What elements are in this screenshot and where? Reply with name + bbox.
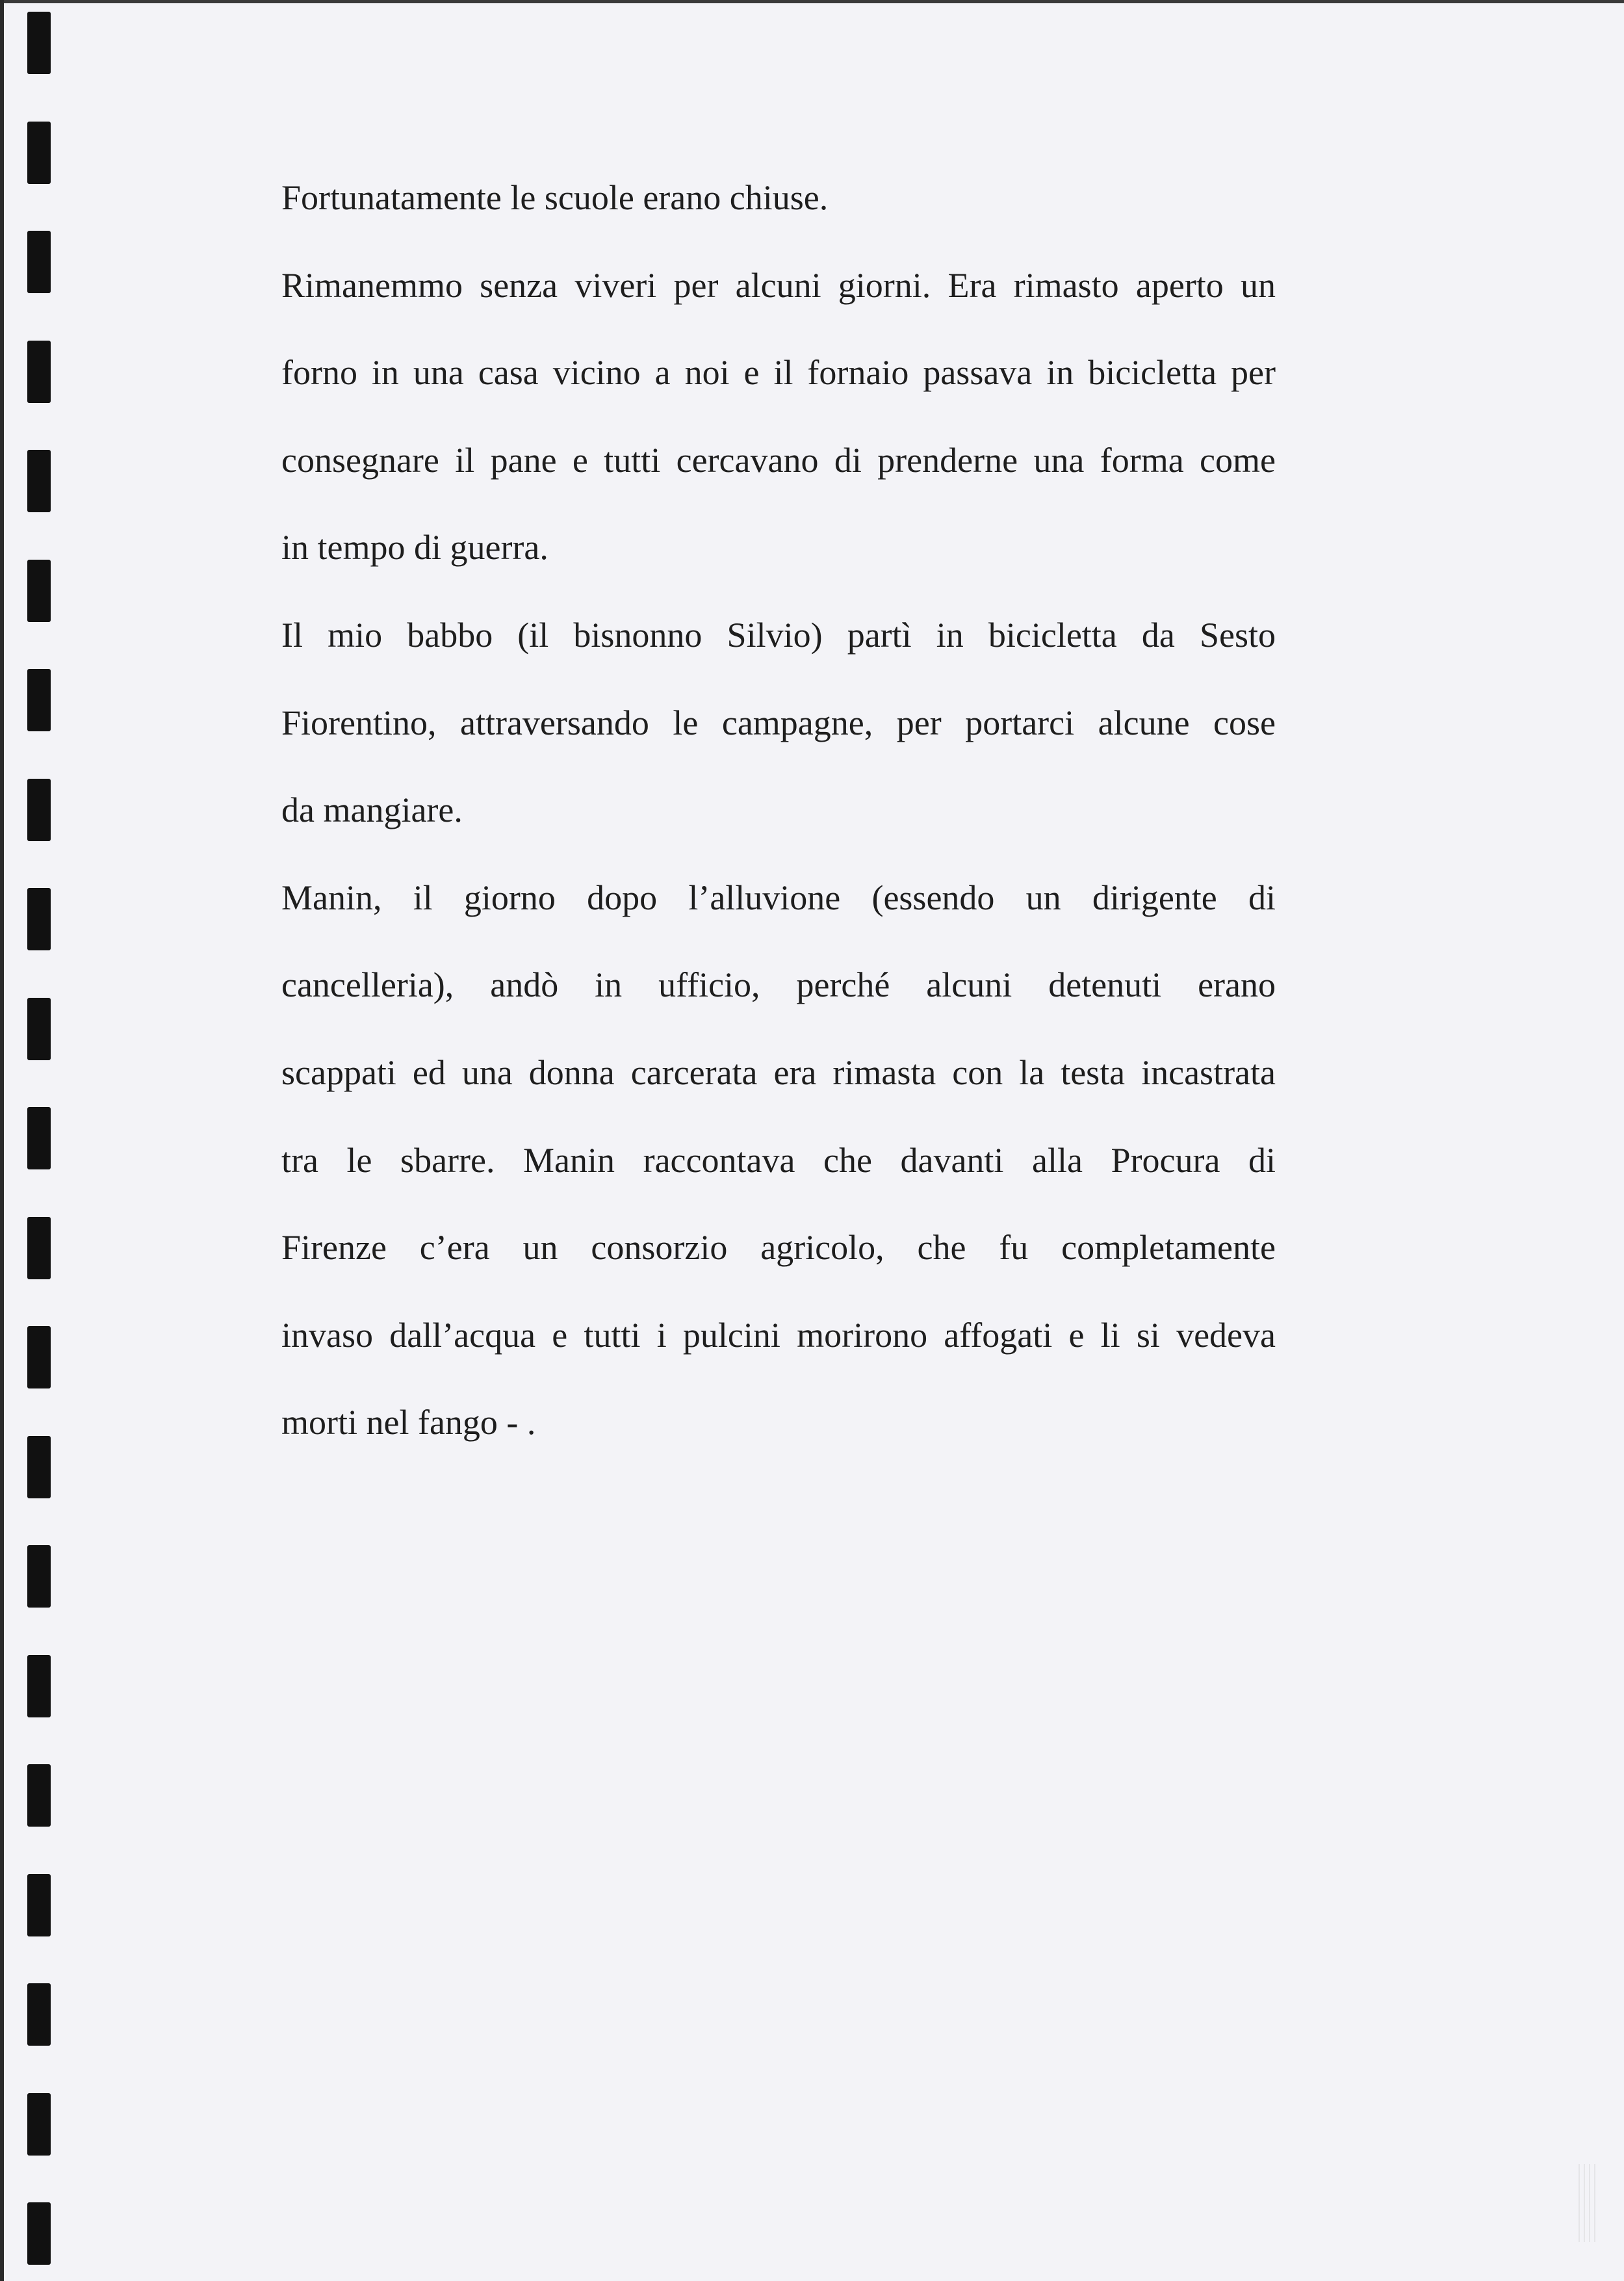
text-line: in tempo di guerra.: [281, 528, 548, 567]
binding-holes: [27, 0, 53, 2281]
binding-hole: [27, 560, 51, 622]
page-left-edge: [0, 0, 4, 2281]
binding-hole: [27, 888, 51, 950]
binding-hole: [27, 12, 51, 74]
binding-hole: [27, 1326, 51, 1388]
text-line: Fiorentino, attraversando le campagne, per portarci alcune cose: [281, 703, 1276, 742]
binding-hole: [27, 231, 51, 293]
binding-hole: [27, 2093, 51, 2156]
binding-hole: [27, 450, 51, 512]
binding-hole: [27, 1764, 51, 1827]
scan-artifact: [1579, 2164, 1598, 2242]
text-line: Il mio babbo (il bisnonno Silvio) partì in bicicletta da Sesto: [281, 615, 1276, 655]
binding-hole: [27, 2202, 51, 2265]
text-line: tra le sbarre. Manin raccontava che davanti alla Procura di: [281, 1140, 1276, 1180]
binding-hole: [27, 341, 51, 403]
text-line: morti nel fango - .: [281, 1403, 536, 1442]
text-line: Firenze c’era un consorzio agricolo, che fu completamente: [281, 1228, 1276, 1268]
text-line: Rimanemmo senza viveri per alcuni giorni. Era rimasto aperto un: [281, 265, 1276, 305]
text-line: forno in una casa vicino a noi e il fornaio passava in bicicletta per: [281, 353, 1276, 393]
binding-hole: [27, 1107, 51, 1169]
binding-hole: [27, 1545, 51, 1608]
text-line: cancelleria), andò in ufficio, perché alcuni detenuti erano: [281, 965, 1276, 1005]
binding-hole: [27, 998, 51, 1060]
binding-hole: [27, 1983, 51, 2046]
text-line: da mangiare.: [281, 790, 463, 830]
binding-hole: [27, 1655, 51, 1717]
binding-hole: [27, 122, 51, 184]
binding-hole: [27, 779, 51, 841]
text-line: scappati ed una donna carcerata era rimasta con la testa incastrata: [281, 1052, 1276, 1092]
binding-hole: [27, 1217, 51, 1279]
binding-hole: [27, 669, 51, 731]
text-line: consegnare il pane e tutti cercavano di prenderne una forma come: [281, 440, 1276, 480]
text-line: Manin, il giorno dopo l’alluvione (essendo un dirigente di: [281, 878, 1276, 917]
text-line: Fortunatamente le scuole erano chiuse.: [281, 178, 829, 217]
binding-hole: [27, 1874, 51, 1936]
binding-hole: [27, 1436, 51, 1498]
text-line: invaso dall’acqua e tutti i pulcini morirono affogati e li si vedeva: [281, 1315, 1276, 1355]
page-top-edge: [0, 0, 1624, 3]
document-text: [281, 166, 1276, 1478]
